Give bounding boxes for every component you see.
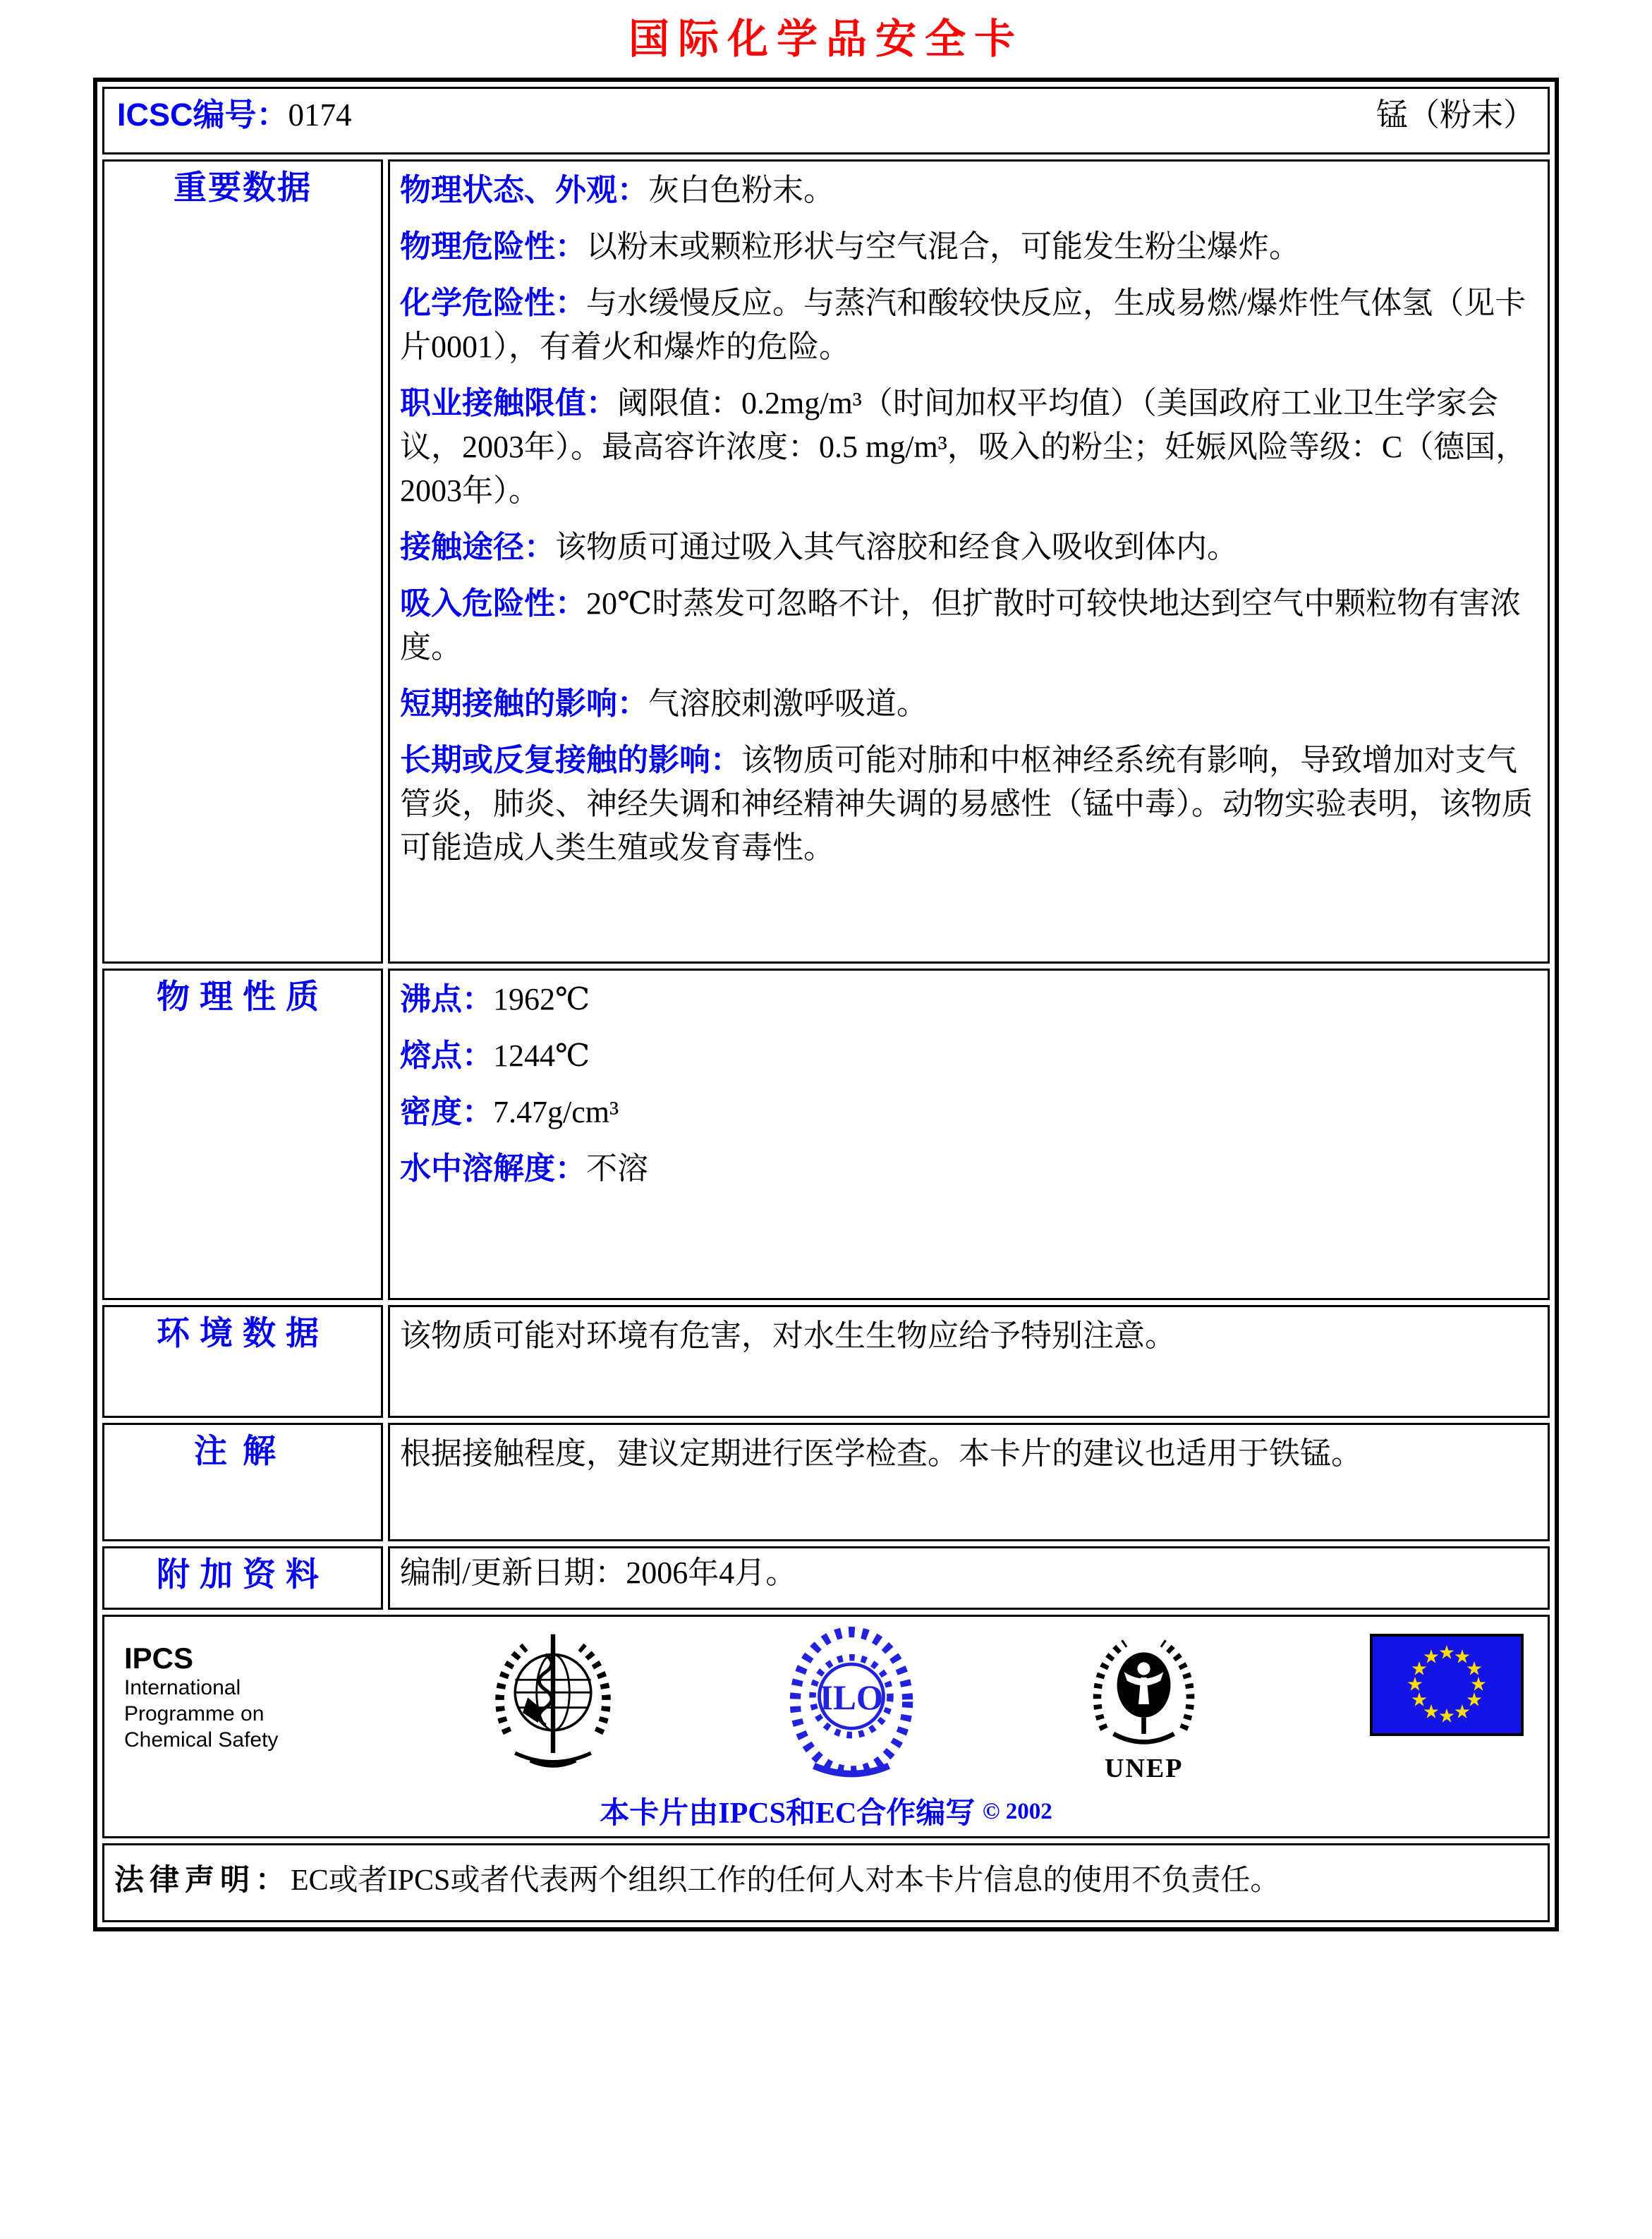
environmental-data-label: 环境数据	[102, 1305, 383, 1418]
icsc-number-value: 0174	[288, 97, 352, 133]
line-exposure-routes: 接触途径：该物质可通过吸入其气溶胶和经食入吸收到体内。	[400, 530, 1238, 564]
physical-properties-label: 物理性质	[102, 969, 383, 1300]
line-physical-state: 物理状态、外观：灰白色粉末。	[400, 173, 834, 207]
additional-info-label: 附加资料	[102, 1546, 383, 1610]
svg-text:★: ★	[1438, 1705, 1456, 1728]
physical-properties-row	[102, 969, 1550, 1300]
ilo-icon	[784, 1627, 918, 1782]
notes-text: 根据接触程度，建议定期进行医学检查。本卡片的建议也适用于铁锰。	[400, 1436, 1362, 1471]
credit-text: 本卡片由IPCS和EC合作编写	[600, 1797, 976, 1830]
important-data-content	[388, 159, 1550, 964]
line-long-term-effects: 长期或反复接触的影响：该物质可能对肺和中枢神经系统有影响，导致增加对支气管炎，肺炎、神经失调和神经精神失调的易感性（锰中毒）。动物实验表明，该物质可能造成人类生殖或发育毒性。	[400, 743, 1533, 865]
logos-cell	[102, 1615, 1550, 1838]
legal-text: EC或者IPCS或者代表两个组织工作的任何人对本卡片信息的使用不负责任。	[291, 1864, 1280, 1897]
environmental-data-content	[388, 1305, 1550, 1418]
svg-text:★: ★	[1410, 1658, 1428, 1680]
unep-icon	[1086, 1627, 1202, 1757]
environment-text: 该物质可能对环境有危害，对水生生物应给予特别注意。	[400, 1318, 1176, 1353]
substance-name: 锰（粉末）	[1375, 97, 1535, 133]
additional-info-row	[102, 1546, 1550, 1610]
physical-properties-content	[388, 969, 1550, 1300]
svg-text:★: ★	[1406, 1673, 1424, 1696]
svg-text:★: ★	[1410, 1689, 1428, 1711]
line-water-solubility: 水中溶解度：不溶	[400, 1151, 648, 1186]
line-short-term-effects: 短期接触的影响：气溶胶刺激呼吸道。	[400, 686, 928, 721]
icsc-number-label: ICSC编号：	[117, 97, 289, 133]
header-cell	[102, 87, 1550, 154]
important-data-row	[102, 159, 1550, 964]
line-chemical-danger: 化学危险性：与水缓慢反应。与蒸汽和酸较快反应，生成易燃/爆炸性气体氢（见卡片0001），有着火和爆炸的危险。	[400, 286, 1526, 364]
legal-label: 法律声明：	[114, 1863, 291, 1896]
svg-text:★: ★	[1438, 1642, 1456, 1664]
environmental-data-row	[102, 1305, 1550, 1418]
legal-row	[102, 1843, 1550, 1922]
svg-text:★: ★	[1469, 1673, 1488, 1696]
update-date-line: 编制/更新日期：2006年4月。	[400, 1555, 797, 1590]
page-title: 国际化学品安全卡	[628, 16, 1024, 62]
legal-cell	[102, 1843, 1550, 1922]
svg-text:ILO: ILO	[819, 1678, 883, 1718]
line-density: 密度：7.47g/cm³	[400, 1095, 619, 1129]
notes-content	[388, 1423, 1550, 1541]
unep-label: UNEP	[1105, 1754, 1184, 1783]
line-boiling-point: 沸点：1962℃	[400, 982, 590, 1017]
notes-row	[102, 1423, 1550, 1541]
credit-copyright: © 2002	[982, 1799, 1052, 1824]
unep-block	[1086, 1627, 1202, 1784]
line-melting-point: 熔点：1244℃	[400, 1038, 590, 1073]
additional-info-content	[388, 1546, 1550, 1610]
svg-text:★: ★	[1453, 1701, 1471, 1723]
svg-text:★: ★	[1422, 1701, 1440, 1723]
ipcs-subtitle-line1: International	[124, 1676, 241, 1699]
ipcs-title: IPCS	[124, 1642, 194, 1675]
svg-text:★: ★	[1465, 1658, 1483, 1680]
who-icon	[490, 1627, 617, 1778]
line-physical-danger: 物理危险性：以粉末或颗粒形状与空气混合，可能发生粉尘爆炸。	[400, 229, 1300, 264]
ipcs-subtitle-line3: Chemical Safety	[124, 1728, 279, 1752]
ipcs-text-block	[124, 1642, 322, 1753]
credit-line	[111, 1790, 1541, 1832]
card-table	[97, 82, 1555, 1927]
line-inhalation-risk: 吸入危险性：20℃时蒸发可忽略不计，但扩散时可较快地达到空气中颗粒物有害浓度。	[400, 586, 1522, 665]
svg-text:★: ★	[1453, 1646, 1471, 1668]
important-data-label: 重要数据	[102, 159, 383, 964]
svg-text:★: ★	[1422, 1646, 1440, 1668]
eu-flag-icon	[1370, 1634, 1524, 1736]
logos-row	[102, 1615, 1550, 1838]
svg-text:★: ★	[1465, 1689, 1483, 1711]
ipcs-subtitle-line2: Programme on	[124, 1702, 265, 1725]
line-exposure-limits: 职业接触限值：阈限值：0.2mg/m³（时间加权平均值）（美国政府工业卫生学家会议，2003年）。最高容许浓度：0.5 mg/m³，吸入的粉尘；妊娠风险等级：C（德国，2003年）。	[400, 386, 1527, 508]
notes-label: 注解	[102, 1423, 383, 1541]
icsc-card	[93, 78, 1559, 1931]
header-row	[102, 87, 1550, 154]
icsc-number-group	[117, 89, 352, 135]
